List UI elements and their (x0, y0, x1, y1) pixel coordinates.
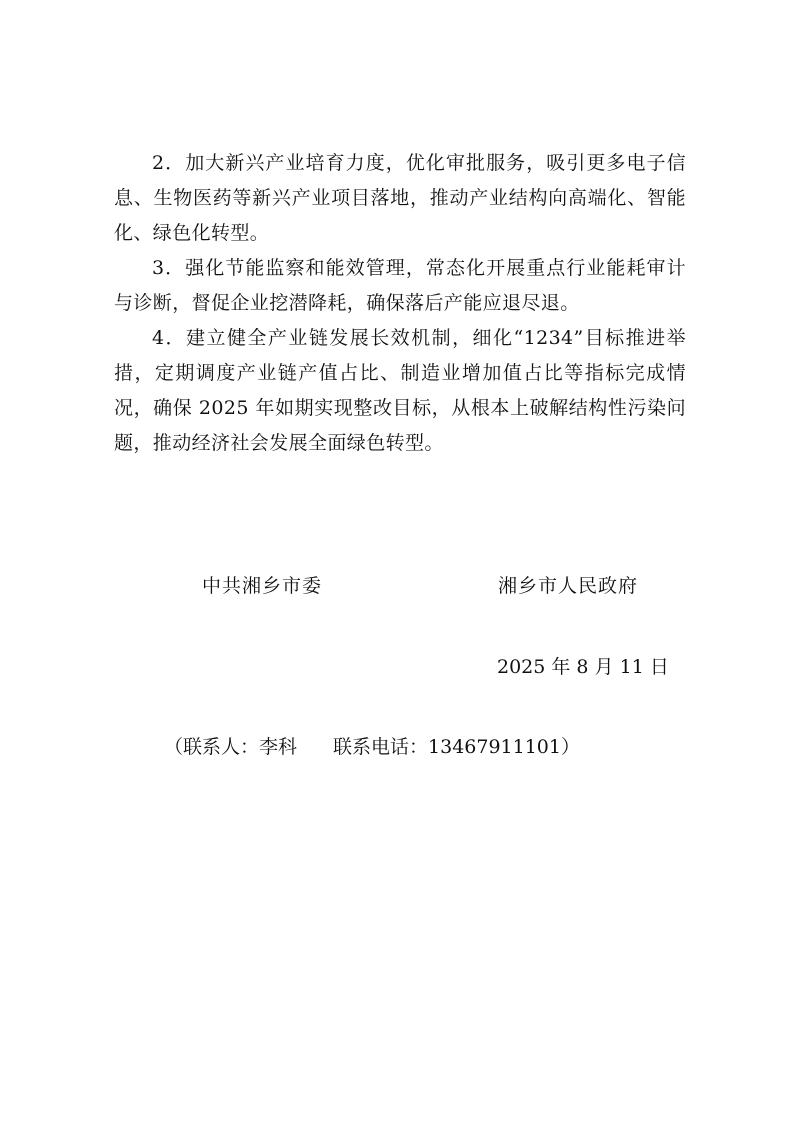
contact-phone: 联系电话：13467911101） (333, 736, 580, 758)
signature-government: 湘乡市人民政府 (498, 575, 639, 597)
signature-party-committee: 中共湘乡市委 (202, 575, 323, 597)
document-body (114, 146, 686, 461)
paragraph-item-3: 3．强化节能监察和能效管理，常态化开展重点行业能耗审计与诊断，督促企业挖潜降耗，确保落后产能应退尽退。 (114, 257, 686, 314)
paragraph-item-2: 2．加大新兴产业培育力度，优化审批服务，吸引更多电子信息、生物医药等新兴产业项目落地，推动产业结构向高端化、智能化、绿色化转型。 (114, 152, 686, 244)
contact-line (164, 734, 580, 760)
paragraph-item-4: 4．建立健全产业链发展长效机制，细化“1234”目标推进举措，定期调度产业链产值占比、制造业增加值占比等指标完成情况，确保 2025 年如期实现整改目标，从根本上破解结构性污染问题，推动经济社会发展全面绿色转型。 (114, 327, 686, 454)
contact-person: （联系人：李科 (164, 736, 298, 758)
document-date: 2025 年 8 月 11 日 (497, 656, 669, 678)
